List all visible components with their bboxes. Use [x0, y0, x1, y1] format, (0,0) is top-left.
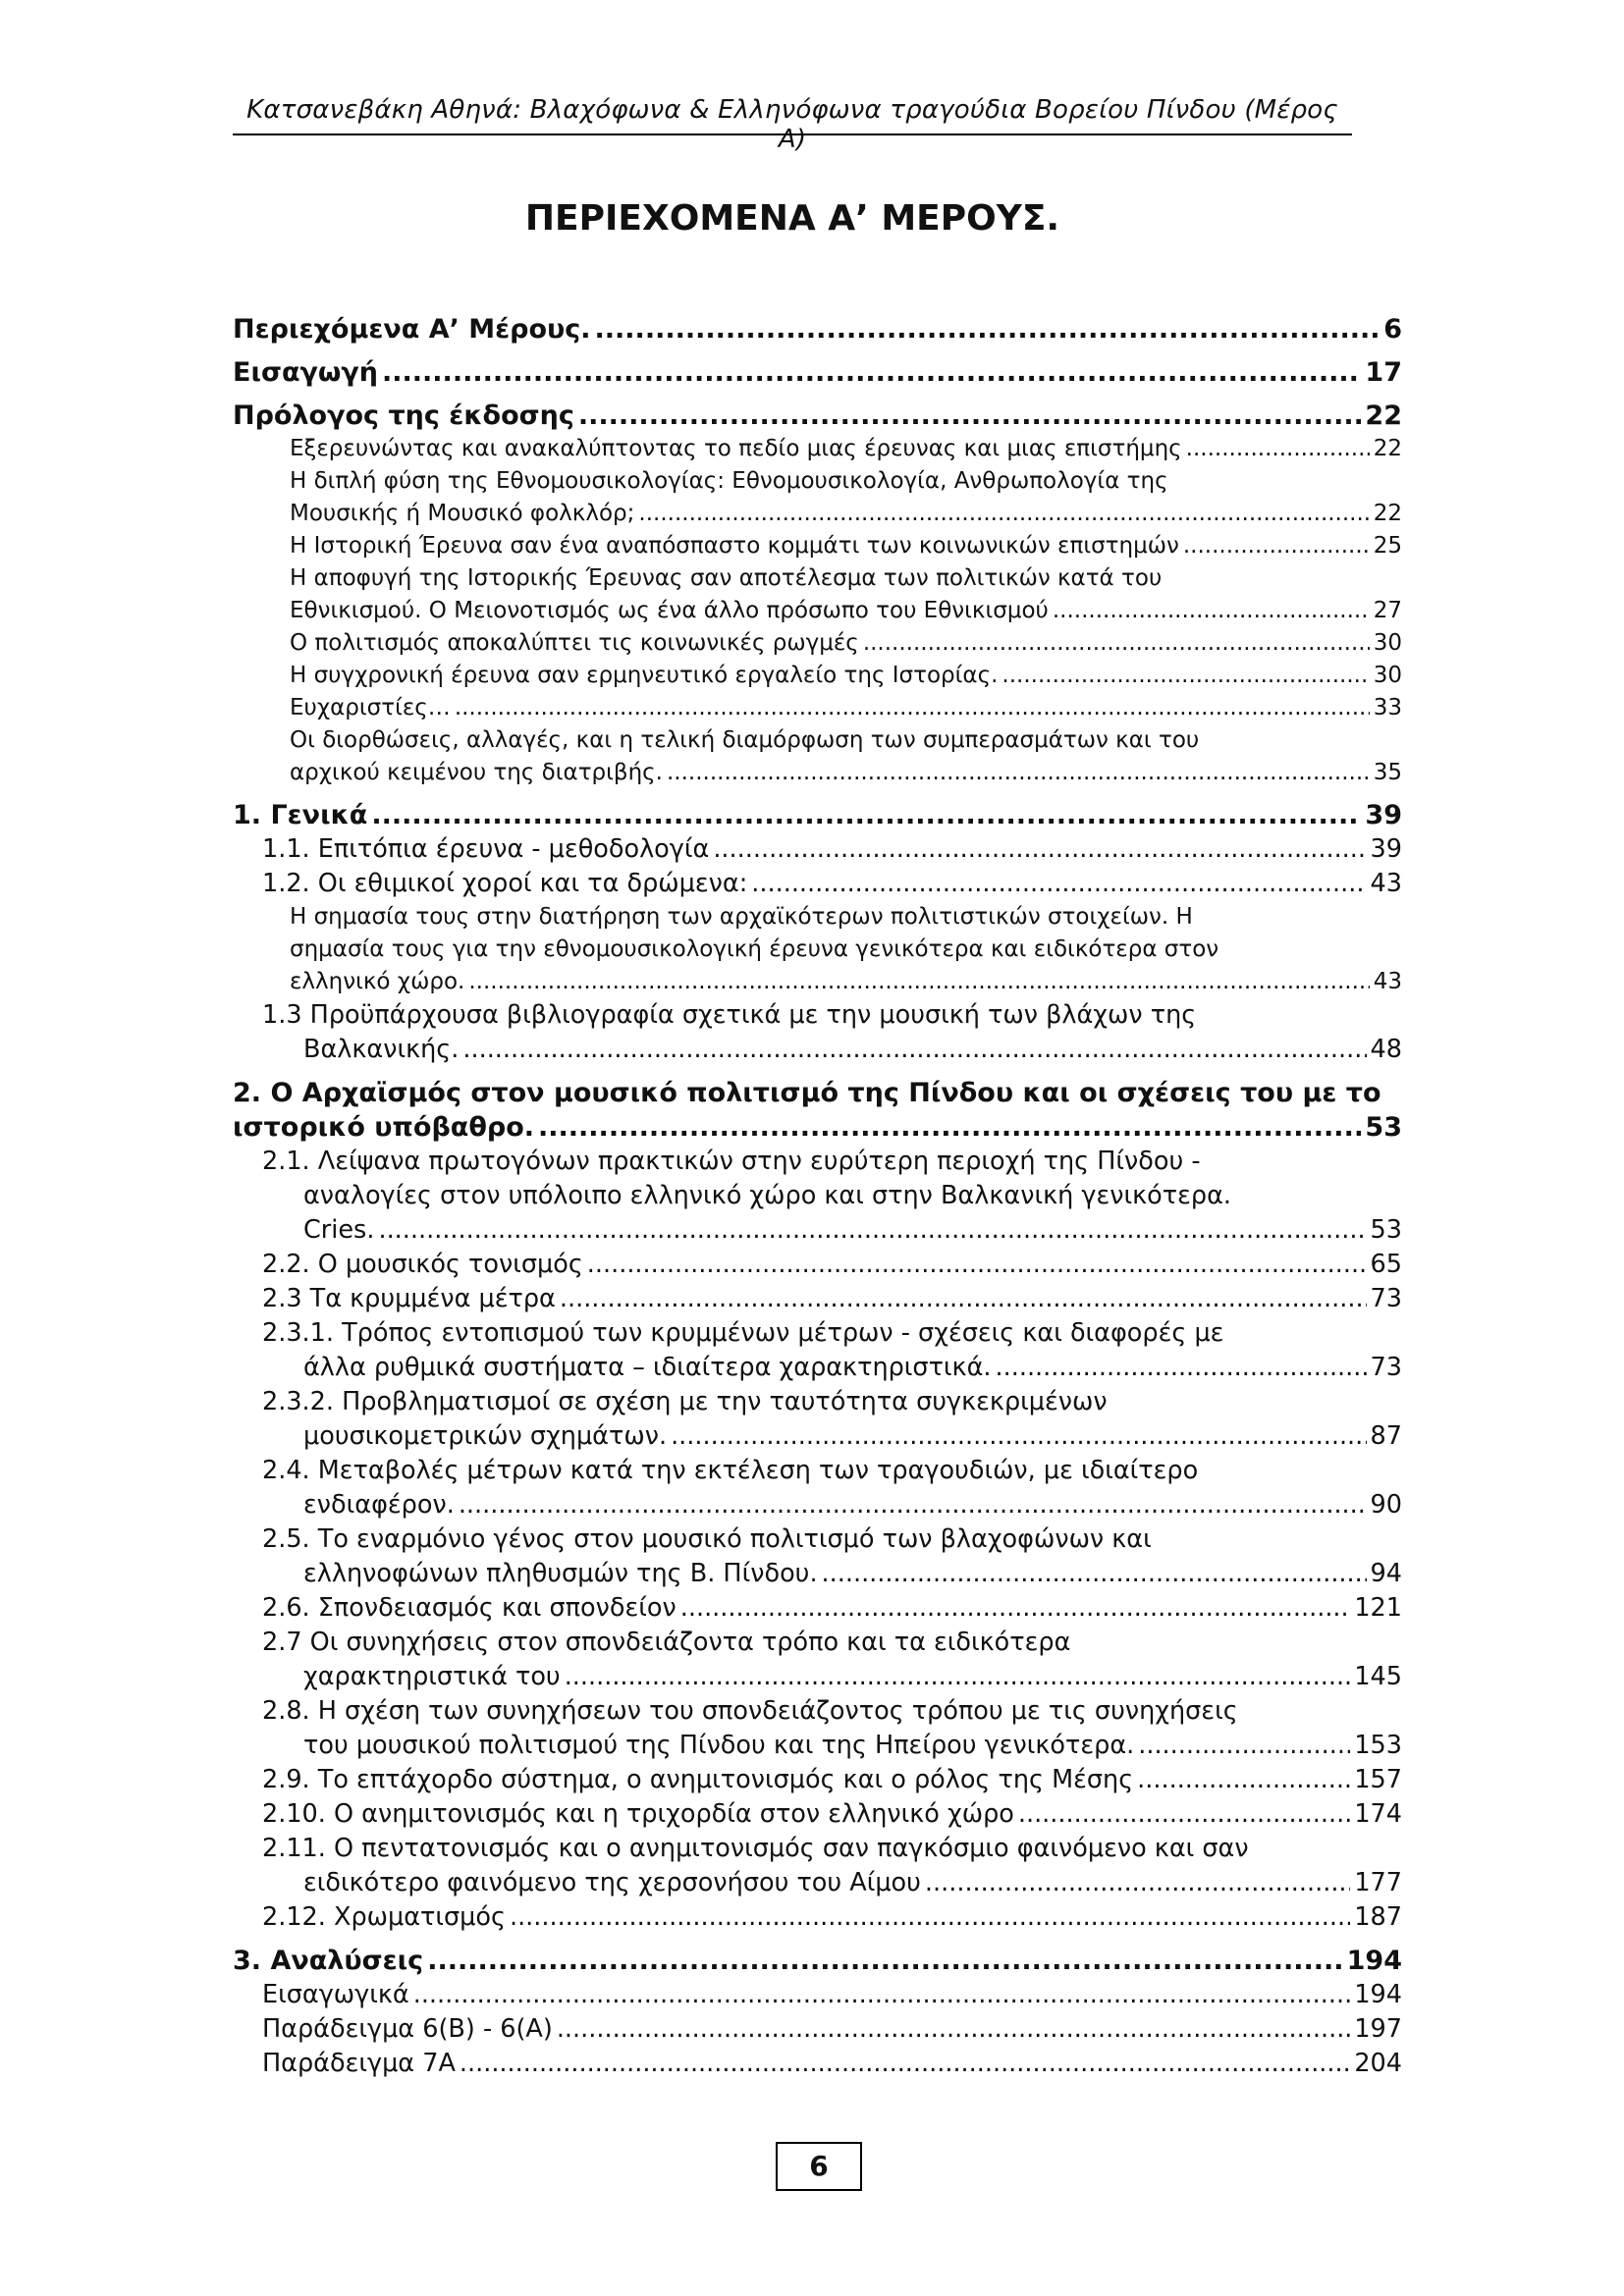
- dot-leader: [1138, 1729, 1350, 1763]
- dot-leader: [1018, 1797, 1350, 1832]
- dot-leader: [1183, 530, 1370, 562]
- toc-page-number: 43: [1373, 969, 1402, 994]
- toc-entry[interactable]: [233, 1248, 1402, 1282]
- toc-entry[interactable]: [233, 1145, 1402, 1248]
- toc-entry-label: Ο πολιτισμός αποκαλύπτει τις κοινωνικές ρωγμές: [290, 630, 859, 656]
- toc-entry-label: ενδιαφέρον.: [303, 1490, 455, 1520]
- dot-leader: [595, 312, 1380, 347]
- dot-leader: [822, 1557, 1367, 1591]
- toc-page-number: 39: [1365, 800, 1402, 830]
- dot-leader: [638, 498, 1369, 530]
- toc-entry-label: 1. Γενικά: [233, 800, 368, 830]
- toc-entry-label: Ευχαριστίες…: [290, 695, 451, 721]
- toc-entry-label: αρχικού κειμένου της διατριβής.: [290, 760, 663, 785]
- dot-leader: [751, 867, 1366, 901]
- toc-entry[interactable]: [233, 1978, 1402, 2012]
- toc-entry-label: 1.1. Επιτόπια έρευνα - μεθοδολογία: [262, 834, 710, 864]
- dot-leader: [462, 1033, 1366, 1067]
- dot-leader: [413, 1978, 1351, 2012]
- dot-leader: [560, 1282, 1367, 1316]
- dot-leader: [863, 627, 1370, 660]
- dot-leader: [538, 1110, 1361, 1145]
- toc-page-number: 194: [1346, 1946, 1402, 1976]
- toc-entry-label: Πρόλογος της έκδοσης: [233, 400, 574, 431]
- dot-leader: [565, 1660, 1351, 1694]
- toc-page-number: 174: [1354, 1799, 1402, 1829]
- page-title: ΠΕΡΙΕΧΟΜΕΝΑ Α’ ΜΕΡΟΥΣ.: [524, 198, 1060, 239]
- dot-leader: [382, 355, 1361, 390]
- toc-entry-label: ελληνικό χώρο.: [290, 969, 465, 994]
- dot-leader: [510, 1900, 1350, 1935]
- toc-page-number: 17: [1365, 357, 1402, 388]
- toc-page-number: 65: [1370, 1250, 1402, 1279]
- dot-leader: [427, 1944, 1342, 1978]
- toc-entry[interactable]: [233, 433, 1402, 465]
- toc-entry[interactable]: [233, 627, 1402, 660]
- toc-page-number: 53: [1365, 1112, 1402, 1143]
- dot-leader: [925, 1866, 1350, 1900]
- dot-leader: [996, 1351, 1367, 1385]
- toc-entry[interactable]: [233, 901, 1402, 998]
- toc-entry[interactable]: [233, 660, 1402, 692]
- toc-entry[interactable]: [233, 1522, 1402, 1591]
- dot-leader: [680, 1591, 1351, 1626]
- toc-entry[interactable]: [233, 1454, 1402, 1522]
- toc-page-number: 73: [1370, 1284, 1402, 1313]
- toc-entry-line: αναλογίες στον υπόλοιπο ελληνικό χώρο και στην Βαλκανική γενικότερα.: [303, 1181, 1232, 1210]
- toc-entry[interactable]: [233, 465, 1402, 530]
- toc-entry[interactable]: [233, 1763, 1402, 1797]
- dot-leader: [587, 1248, 1367, 1282]
- toc-entry[interactable]: [233, 1797, 1402, 1832]
- toc-entry[interactable]: [233, 1900, 1402, 1935]
- toc-entry-line: 2.5. Το εναρμόνιο γένος στον μουσικό πολιτισμό των βλαχοφώνων και: [262, 1524, 1152, 1554]
- toc-entry-label: του μουσικού πολιτισμού της Πίνδου και της Ηπείρου γενικότερα.: [303, 1731, 1135, 1760]
- toc-entry[interactable]: [233, 1076, 1402, 1145]
- toc-entry-label: 1.2. Οι εθιμικοί χοροί και τα δρώμενα:: [262, 869, 748, 898]
- toc-entry-line: σημασία τους για την εθνομουσικολογική έρευνα γενικότερα και ειδικότερα στον: [290, 936, 1219, 962]
- toc-page-number: 187: [1354, 1902, 1402, 1932]
- dot-leader: [455, 692, 1370, 724]
- toc-entry-label: Μουσικής ή Μουσικό φολκλόρ;: [290, 501, 635, 526]
- toc-entry-label: 2.10. Ο ανημιτονισμός και η τριχορδία στον ελληνικό χώρο: [262, 1799, 1014, 1829]
- toc-entry[interactable]: [233, 798, 1402, 832]
- toc-entry[interactable]: [233, 692, 1402, 724]
- toc-page-number: 177: [1354, 1868, 1402, 1897]
- toc-page-number: 121: [1354, 1593, 1402, 1623]
- toc-entry[interactable]: [233, 2012, 1402, 2047]
- dot-leader: [713, 832, 1366, 867]
- toc-entry-label: Εξερευνώντας και ανακαλύπτοντας το πεδίο μιας έρευνας και μιας επιστήμης: [290, 436, 1182, 461]
- toc-page-number: 30: [1373, 630, 1402, 656]
- toc-entry-label: 2.9. Το επτάχορδο σύστημα, ο ανημιτονισμός και ο ρόλος της Μέσης: [262, 1765, 1134, 1794]
- dot-leader: [671, 1419, 1366, 1454]
- toc-page-number: 33: [1373, 695, 1402, 721]
- toc-entry-line: 2.11. Ο πεντατονισμός και ο ανημιτονισμός σαν παγκόσμιο φαινόμενο και σαν: [262, 1834, 1249, 1863]
- dot-leader: [460, 2047, 1350, 2081]
- toc-page-number: 27: [1373, 598, 1402, 623]
- toc-entry[interactable]: [233, 1832, 1402, 1900]
- toc-entry[interactable]: [233, 399, 1402, 433]
- toc-entry-label: 3. Αναλύσεις: [233, 1946, 424, 1976]
- toc-entry-label: Εθνικισμού. Ο Μειονοτισμός ως ένα άλλο πρόσωπο του Εθνικισμού: [290, 598, 1049, 623]
- dot-leader: [371, 798, 1361, 832]
- toc-page-number: 157: [1354, 1765, 1402, 1794]
- toc-entry-line: 2.7 Οι συνηχήσεις στον σπονδειάζοντα τρόπο και τα ειδικότερα: [262, 1628, 1071, 1657]
- toc-entry[interactable]: [233, 355, 1402, 390]
- toc-entry-line: 1.3 Προϋπάρχουσα βιβλιογραφία σχετικά με την μουσική των βλάχων της: [262, 1000, 1197, 1030]
- toc-entry-label: ελληνοφώνων πληθυσμών της Β. Πίνδου.: [303, 1559, 818, 1588]
- toc-entry-label: 2.3 Τα κρυμμένα μέτρα: [262, 1284, 556, 1313]
- toc-entry-label: ιστορικό υπόβαθρο.: [233, 1112, 535, 1143]
- toc-entry-label: Εισαγωγικά: [262, 1980, 409, 2009]
- toc-page-number: 30: [1373, 663, 1402, 688]
- toc-entry[interactable]: [233, 2047, 1402, 2081]
- toc-entry-line: 2.8. Η σχέση των συνηχήσεων του σπονδειάζοντος τρόπου με τις συνηχήσεις: [262, 1696, 1238, 1726]
- dot-leader: [1001, 660, 1369, 692]
- toc-entry-line: Η σημασία τους στην διατήρηση των αρχαϊκότερων πολιτιστικών στοιχείων. Η: [290, 904, 1193, 930]
- toc-entry[interactable]: [233, 832, 1402, 867]
- toc-entry-label: Cries.: [303, 1215, 375, 1245]
- toc-page-number: 73: [1370, 1353, 1402, 1382]
- toc-page-number: 90: [1370, 1490, 1402, 1520]
- dot-leader: [1137, 1763, 1350, 1797]
- toc-entry-line: 2. Ο Αρχαϊσμός στον μουσικό πολιτισμό της Πίνδου και οι σχέσεις του με το: [233, 1078, 1381, 1108]
- dot-leader: [378, 1213, 1366, 1248]
- toc-page-number: 22: [1373, 436, 1402, 461]
- toc-entry-label: Παράδειγμα 7Α: [262, 2049, 456, 2078]
- toc-entry-line: 2.1. Λείψανα πρωτογόνων πρακτικών στην ευρύτερη περιοχή της Πίνδου -: [262, 1147, 1201, 1176]
- toc-page-number: 194: [1354, 1980, 1402, 2009]
- toc-entry-label: άλλα ρυθμικά συστήματα – ιδιαίτερα χαρακτηριστικά.: [303, 1353, 992, 1382]
- toc-entry-label: 2.6. Σπονδειασμός και σπονδείον: [262, 1593, 677, 1623]
- dot-leader: [468, 966, 1369, 998]
- toc-page-number: 22: [1373, 501, 1402, 526]
- toc-page-number: 94: [1370, 1559, 1402, 1588]
- dot-leader: [459, 1488, 1367, 1522]
- header-rule: [233, 133, 1352, 135]
- page-number: 6: [776, 2142, 862, 2191]
- toc-entry[interactable]: [233, 1944, 1402, 1978]
- toc-entry[interactable]: [233, 1282, 1402, 1316]
- dot-leader: [1186, 433, 1370, 465]
- toc-page-number: 43: [1370, 869, 1402, 898]
- table-of-contents: [233, 312, 1402, 2081]
- toc-entry-label: Παράδειγμα 6(Β) - 6(Α): [262, 2014, 553, 2044]
- toc-entry-line: 2.3.2. Προβληματισμοί σε σχέση με την ταυτότητα συγκεκριμένων: [262, 1387, 1108, 1416]
- toc-entry-label: Η Ιστορική Έρευνα σαν ένα αναπόσπαστο κομμάτι των κοινωνικών επιστημών: [290, 533, 1179, 559]
- dot-leader: [578, 399, 1362, 433]
- toc-entry[interactable]: [233, 312, 1402, 347]
- toc-entry-label: μουσικομετρικών σχημάτων.: [303, 1421, 668, 1451]
- toc-entry-label: Εισαγωγή: [233, 357, 379, 388]
- toc-page-number: 22: [1365, 400, 1402, 431]
- toc-entry-label: 2.12. Χρωματισμός: [262, 1902, 506, 1932]
- toc-entry[interactable]: [233, 1694, 1402, 1763]
- toc-entry-label: Η συγχρονική έρευνα σαν ερμηνευτικό εργαλείο της Ιστορίας.: [290, 663, 999, 688]
- toc-entry[interactable]: [233, 724, 1402, 789]
- toc-entry-label: ειδικότερο φαινόμενο της χερσονήσου του Αίμου: [303, 1868, 921, 1897]
- toc-entry[interactable]: [233, 1626, 1402, 1694]
- toc-page-number: 204: [1354, 2049, 1402, 2078]
- toc-entry[interactable]: [233, 530, 1402, 562]
- toc-entry[interactable]: [233, 562, 1402, 627]
- toc-page-number: 145: [1354, 1662, 1402, 1691]
- toc-page-number: 153: [1354, 1731, 1402, 1760]
- toc-entry-label: Βαλκανικής.: [303, 1035, 460, 1064]
- dot-leader: [667, 757, 1370, 789]
- toc-page-number: 39: [1370, 834, 1402, 864]
- toc-page-number: 48: [1370, 1035, 1402, 1064]
- toc-page-number: 6: [1383, 314, 1402, 345]
- dot-leader: [1053, 595, 1370, 627]
- toc-entry[interactable]: [233, 867, 1402, 901]
- toc-entry[interactable]: [233, 1591, 1402, 1626]
- toc-page-number: 25: [1373, 533, 1402, 559]
- toc-entry[interactable]: [233, 1316, 1402, 1385]
- dot-leader: [557, 2012, 1351, 2047]
- toc-entry-line: 2.3.1. Τρόπος εντοπισμού των κρυμμένων μέτρων - σχέσεις και διαφορές με: [262, 1318, 1224, 1348]
- toc-page-number: 53: [1370, 1215, 1402, 1245]
- toc-entry-label: 2.2. Ο μουσικός τονισμός: [262, 1250, 583, 1279]
- toc-entry-line: 2.4. Μεταβολές μέτρων κατά την εκτέλεση των τραγουδιών, με ιδιαίτερο: [262, 1456, 1199, 1485]
- toc-entry-label: Περιεχόμενα Α’ Μέρους.: [233, 314, 591, 345]
- toc-entry-label: χαρακτηριστικά του: [303, 1662, 561, 1691]
- toc-entry[interactable]: [233, 998, 1402, 1067]
- toc-page-number: 35: [1373, 760, 1402, 785]
- toc-entry-line: Η διπλή φύση της Εθνομουσικολογίας: Εθνομουσικολογία, Ανθρωπολογία της: [290, 468, 1168, 494]
- toc-entry-line: Η αποφυγή της Ιστορικής Έρευνας σαν αποτέλεσμα των πολιτικών κατά του: [290, 565, 1163, 591]
- running-header: Κατσανεβάκη Αθηνά: Βλαχόφωνα & Ελληνόφωνα τραγούδια Βορείου Πίνδου (Μέρος Α): [246, 95, 1338, 154]
- toc-page-number: 87: [1370, 1421, 1402, 1451]
- toc-page-number: 197: [1354, 2014, 1402, 2044]
- toc-entry[interactable]: [233, 1385, 1402, 1454]
- toc-entry-line: Οι διορθώσεις, αλλαγές, και η τελική διαμόρφωση των συμπερασμάτων και του: [290, 727, 1200, 753]
